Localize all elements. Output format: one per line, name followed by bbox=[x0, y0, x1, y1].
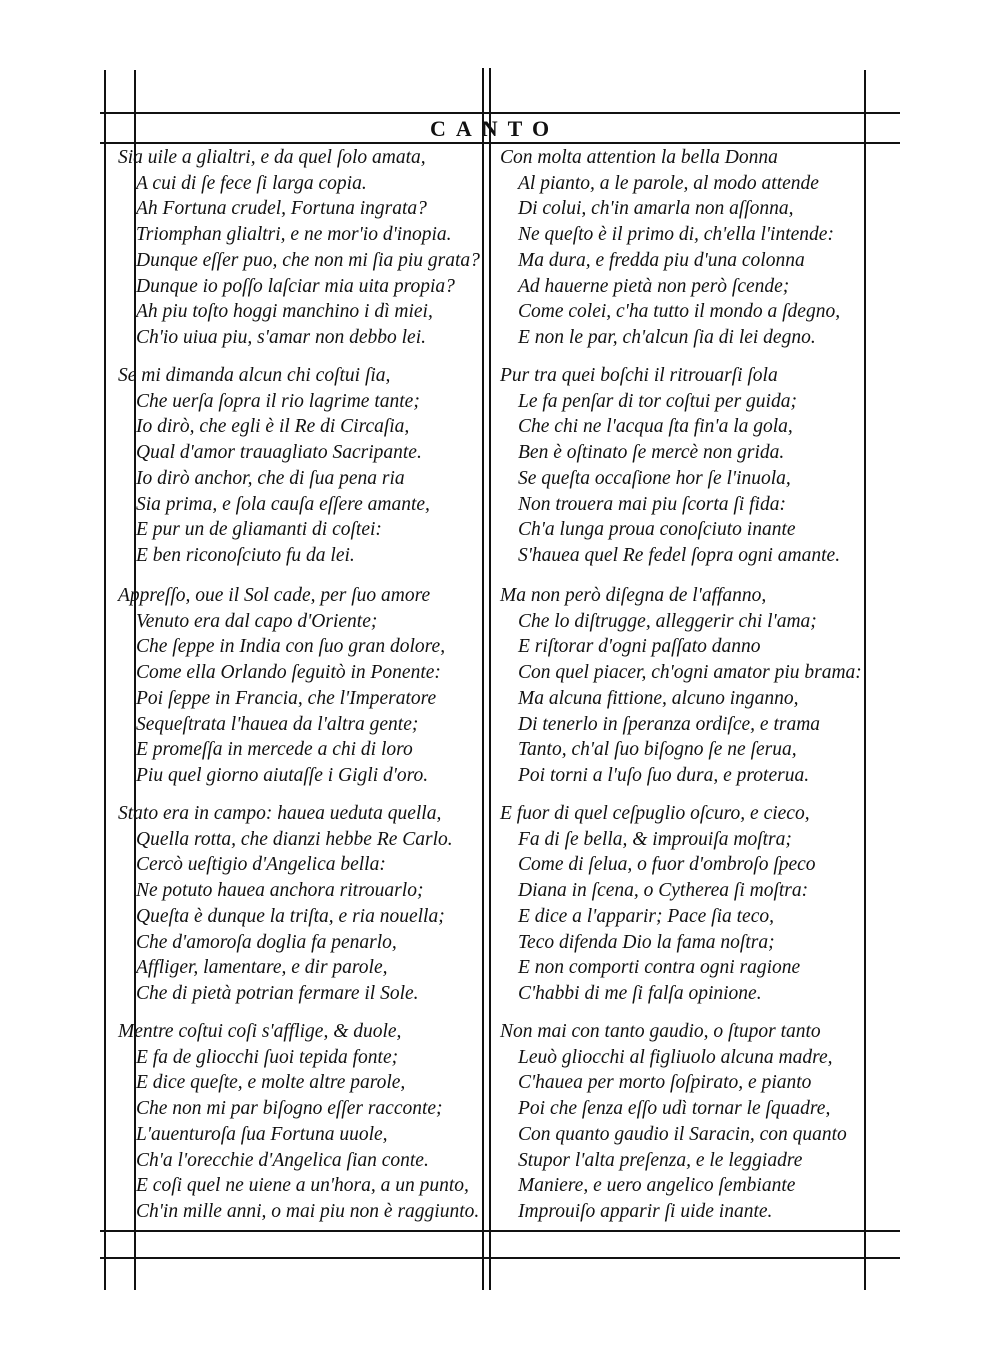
verse-line: E dice a l'apparir; Pace ſia teco, bbox=[518, 905, 774, 927]
verse-line: Ch'a lunga proua conoſciuto inante bbox=[518, 519, 796, 541]
verse-line: Ne potuto hauea anchora ritrouarlo; bbox=[136, 880, 424, 902]
verse-line: Come colei, c'ha tutto il mondo a ſdegno, bbox=[518, 301, 841, 323]
verse-line: E ben riconoſciuto fu da lei. bbox=[136, 544, 355, 566]
rule-center-b bbox=[489, 68, 491, 1290]
verse-line: Dunque io poſſo laſciar mia uita propia? bbox=[136, 275, 455, 297]
verse-line: Pur tra quei boſchi il ritrouarſi ſola bbox=[500, 365, 778, 386]
verse-line: Che d'amoroſa doglia fa penarlo, bbox=[136, 931, 397, 953]
rule-top bbox=[100, 112, 900, 114]
stanza bbox=[118, 363, 430, 569]
verse-line: Leuò gliocchi al figliuolo alcuna madre, bbox=[518, 1046, 833, 1068]
verse-line: Improuiſo apparir ſi uide inante. bbox=[518, 1200, 773, 1222]
verse-line: Ne queſto è il primo di, ch'ella l'intende: bbox=[518, 224, 834, 246]
verse-line: E coſi quel ne uiene a un'hora, a un punto, bbox=[136, 1175, 469, 1197]
verse-line: Al pianto, a le parole, al modo attende bbox=[518, 172, 819, 194]
stanza bbox=[500, 583, 862, 789]
verse-line: Stato era in campo: hauea ueduta quella, bbox=[118, 803, 442, 824]
verse-line: E fuor di quel ceſpuglio oſcuro, e cieco, bbox=[500, 803, 810, 824]
verse-line: C'habbi di me ſi falſa opinione. bbox=[518, 982, 762, 1004]
verse-line: Non trouera mai piu ſcorta ſi fida: bbox=[518, 493, 786, 515]
verse-line: Tanto, ch'al ſuo biſogno ſe ne ſerua, bbox=[518, 739, 797, 761]
verse-line: Ch'io uiua piu, s'amar non debbo lei. bbox=[136, 326, 427, 348]
verse-line: E promeſſa in mercede a chi di loro bbox=[136, 739, 413, 761]
verse-line: Io dirò anchor, che di ſua pena ria bbox=[136, 467, 405, 489]
verse-line: Poi ſeppe in Francia, che l'Imperatore bbox=[136, 687, 437, 709]
stanza bbox=[500, 145, 840, 351]
verse-line: Ma non però diſegna de l'affanno, bbox=[500, 585, 767, 606]
verse-line: Con quanto gaudio il Saracin, con quanto bbox=[518, 1123, 847, 1145]
stanza bbox=[118, 801, 453, 1007]
verse-line: Appreſſo, oue il Sol cade, per ſuo amore bbox=[118, 585, 431, 606]
verse-line: Cercò ueſtigio d'Angelica bella: bbox=[136, 854, 386, 876]
verse-line: Che non mi par biſogno eſſer racconte; bbox=[136, 1098, 443, 1120]
verse-line: E fa de gliocchi ſuoi tepida fonte; bbox=[136, 1046, 399, 1068]
verse-line: Stupor l'alta preſenza, e le leggiadre bbox=[518, 1149, 803, 1171]
rule-center-a bbox=[482, 68, 484, 1290]
verse-line: Sia prima, e ſola cauſa eſſere amante, bbox=[136, 493, 430, 515]
verse-line: Come di ſelua, o fuor d'ombroſo ſpeco bbox=[518, 854, 816, 876]
verse-line: Ch'in mille anni, o mai piu non è raggiunto. bbox=[136, 1200, 480, 1222]
verse-line: Che ſeppe in India con ſuo gran dolore, bbox=[136, 636, 446, 658]
stanza bbox=[118, 583, 445, 789]
verse-line: E non le par, ch'alcun ſia di lei degno. bbox=[518, 326, 816, 348]
verse-line: E dice queſte, e molte altre parole, bbox=[136, 1072, 406, 1094]
verse-line: Di tenerlo in ſperanza ordiſce, e trama bbox=[518, 713, 821, 735]
verse-line: L'auenturoſa ſua Fortuna uuole, bbox=[136, 1123, 388, 1145]
verse-line: Mentre coſtui coſi s'afflige, & duole, bbox=[118, 1021, 402, 1042]
verse-line: E riſtorar d'ogni paſſato danno bbox=[518, 636, 761, 658]
verse-line: Fa di ſe bella, & improuiſa moſtra; bbox=[518, 828, 792, 850]
verse-line: Ah Fortuna crudel, Fortuna ingrata? bbox=[136, 198, 427, 220]
verse-line: Che di pietà potrian fermare il Sole. bbox=[136, 982, 419, 1004]
verse-line: Come ella Orlando ſeguitò in Ponente: bbox=[136, 662, 441, 684]
rule-bottom-b bbox=[100, 1257, 900, 1259]
verse-line: Con quel piacer, ch'ogni amator piu brama: bbox=[518, 662, 862, 684]
verse-line: Poi torni a l'uſo ſuo dura, e proterua. bbox=[518, 764, 810, 786]
verse-line: Dunque eſſer puo, che non mi ſia piu grata? bbox=[136, 249, 480, 271]
verse-line: Ma dura, e fredda piu d'una colonna bbox=[518, 249, 805, 271]
verse-line: Io dirò, che egli è il Re di Circaſia, bbox=[136, 416, 410, 438]
verse-line: Teco difenda Dio la fama noſtra; bbox=[518, 931, 775, 953]
verse-line: A cui di ſe fece ſi larga copia. bbox=[136, 172, 367, 194]
verse-line: Ben è oſtinato ſe mercè non grida. bbox=[518, 442, 785, 464]
verse-line: Che uerſa ſopra il rio lagrime tante; bbox=[136, 390, 420, 412]
verse-line: E pur un de gliamanti di coſtei: bbox=[136, 519, 382, 541]
verse-line: Con molta attention la bella Donna bbox=[500, 147, 778, 168]
rule-right bbox=[864, 70, 866, 1290]
stanza bbox=[500, 1019, 847, 1225]
verse-line: E non comporti contra ogni ragione bbox=[518, 957, 801, 979]
verse-line: Venuto era dal capo d'Oriente; bbox=[136, 610, 378, 632]
verse-line: Non mai con tanto gaudio, o ſtupor tanto bbox=[500, 1021, 821, 1042]
verse-line: Ma alcuna fittione, alcuno inganno, bbox=[518, 687, 799, 709]
verse-line: Che chi ne l'acqua ſta fin'a la gola, bbox=[518, 416, 793, 438]
verse-line: Qual d'amor trauagliato Sacripante. bbox=[136, 442, 422, 464]
verse-line: Se queſta occaſione hor ſe l'inuola, bbox=[518, 467, 791, 489]
verse-line: Ad hauerne pietà non però ſcende; bbox=[518, 275, 790, 297]
verse-line: Sequeſtrata l'hauea da l'altra gente; bbox=[136, 713, 419, 735]
verse-line: Diana in ſcena, o Cytherea ſi moſtra: bbox=[518, 880, 809, 902]
verse-line: Piu quel giorno aiutaſſe i Gigli d'oro. bbox=[136, 764, 429, 786]
verse-line: Quella rotta, che dianzi hebbe Re Carlo. bbox=[136, 828, 453, 850]
verse-line: Triomphan glialtri, e ne mor'io d'inopia. bbox=[136, 224, 452, 246]
stanza bbox=[500, 363, 840, 569]
stanza bbox=[500, 801, 816, 1007]
stanza bbox=[118, 1019, 479, 1225]
verse-line: S'hauea quel Re fedel ſopra ogni amante. bbox=[518, 544, 841, 566]
verse-line: Ch'a l'orecchie d'Angelica ſian conte. bbox=[136, 1149, 429, 1171]
verse-line: Sia uile a glialtri, e da quel ſolo amata, bbox=[118, 147, 426, 168]
rule-left-outer bbox=[104, 70, 106, 1290]
verse-line: Queſta è dunque la triſta, e ria nouella; bbox=[136, 905, 445, 927]
verse-line: Affliger, lamentare, e dir parole, bbox=[136, 957, 388, 979]
verse-line: Le fa penſar di tor coſtui per guida; bbox=[518, 390, 797, 412]
rule-header-bottom bbox=[100, 142, 900, 144]
stanza bbox=[118, 145, 480, 351]
running-header: CANTO bbox=[430, 116, 560, 141]
verse-line: Ah piu toſto hoggi manchino i dì miei, bbox=[136, 301, 433, 323]
verse-line: Che lo diſtrugge, alleggerir chi l'ama; bbox=[518, 610, 817, 632]
verse-line: C'hauea per morto ſoſpirato, e pianto bbox=[518, 1072, 812, 1094]
verse-line: Di colui, ch'in amarla non aſſonna, bbox=[518, 198, 794, 220]
verse-line: Se mi dimanda alcun chi coſtui ſia, bbox=[118, 365, 391, 386]
rule-bottom-a bbox=[100, 1230, 900, 1232]
verse-line: Maniere, e uero angelico ſembiante bbox=[518, 1175, 796, 1197]
verse-line: Poi che ſenza eſſo udì tornar le ſquadre, bbox=[518, 1098, 831, 1120]
